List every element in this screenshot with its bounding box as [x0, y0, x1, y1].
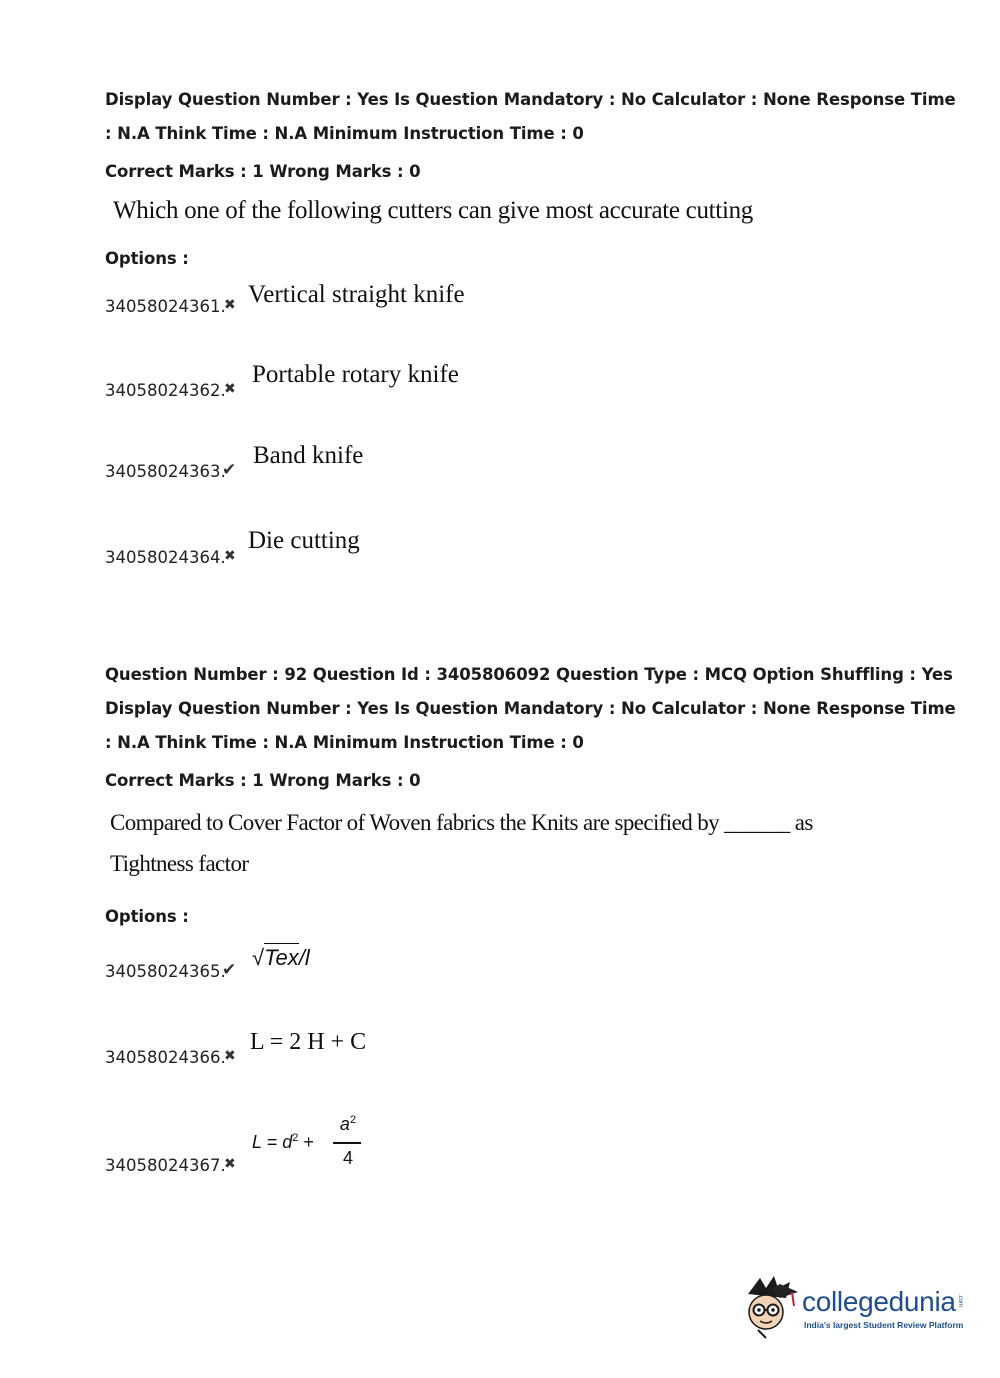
q1-option-2-text: Portable rotary knife — [252, 361, 459, 388]
formula-sup: 2 — [292, 1132, 299, 1144]
formula-lhs: L = d — [252, 1132, 293, 1152]
cross-icon: ✖ — [224, 1048, 236, 1064]
q2-option-1-id: 34058024365. — [105, 962, 226, 981]
q2-option-2-id: 34058024366. — [105, 1048, 226, 1067]
q2-option-3-id: 34058024367. — [105, 1156, 226, 1175]
check-icon: ✔ — [222, 460, 237, 480]
q2-meta-line1: Question Number : 92 Question Id : 3405806092 Question Type : MCQ Option Shuffling : Yes — [105, 665, 953, 684]
q1-option-1-text: Vertical straight knife — [248, 281, 465, 308]
sqrt-radicand: Tex — [264, 945, 299, 970]
cross-icon: ✖ — [224, 297, 236, 313]
q2-question-line1: Compared to Cover Factor of Woven fabrics the Knits are specified by ______ as — [110, 810, 813, 835]
q1-meta-line2: : N.A Think Time : N.A Minimum Instruction Time : 0 — [105, 124, 584, 143]
q1-option-2-id: 34058024362. — [105, 381, 226, 400]
formula-rest: /l — [298, 945, 310, 970]
fraction-denominator: 4 — [342, 1148, 353, 1168]
cross-icon: ✖ — [224, 548, 236, 564]
q2-marks: Correct Marks : 1 Wrong Marks : 0 — [105, 771, 421, 790]
formula-plus: + — [303, 1132, 314, 1152]
check-icon: ✔ — [222, 960, 237, 980]
q1-option-1-id: 34058024361. — [105, 297, 226, 316]
fraction-num-var: a — [339, 1114, 350, 1134]
q1-meta-line1: Display Question Number : Yes Is Question Mandatory : No Calculator : None Response Time — [105, 90, 956, 109]
q1-options-label: Options : — [105, 249, 189, 268]
q1-option-4-text: Die cutting — [248, 527, 360, 554]
mascot-icon — [740, 1272, 800, 1342]
logo-wordmark: collegedunia — [802, 1286, 956, 1317]
fraction-numerator — [334, 1114, 362, 1135]
logo-suffix: .com — [957, 1294, 963, 1308]
q1-option-3-id: 34058024363. — [105, 462, 226, 481]
fraction-bar — [333, 1142, 361, 1144]
cross-icon: ✖ — [224, 1156, 236, 1172]
q2-option-1-formula: √Tex/l — [252, 945, 310, 970]
q2-option-3-formula — [252, 1132, 314, 1153]
logo-tagline: India's largest Student Review Platform — [804, 1320, 964, 1330]
q2-question-line2: Tightness factor — [110, 851, 249, 876]
q2-meta-line3: : N.A Think Time : N.A Minimum Instruction Time : 0 — [105, 733, 584, 752]
q2-option-2-text: L = 2 H + C — [250, 1029, 367, 1055]
collegedunia-logo — [740, 1272, 970, 1342]
q1-option-4-id: 34058024364. — [105, 548, 226, 567]
q2-meta-line2: Display Question Number : Yes Is Question Mandatory : No Calculator : None Response Time — [105, 699, 956, 718]
q1-marks: Correct Marks : 1 Wrong Marks : 0 — [105, 162, 421, 181]
fraction-num-sup: 2 — [349, 1114, 357, 1126]
q2-options-label: Options : — [105, 907, 189, 926]
q1-question-text: Which one of the following cutters can give most accurate cutting — [113, 197, 753, 224]
cross-icon: ✖ — [224, 381, 236, 397]
q1-option-3-text: Band knife — [253, 442, 364, 469]
